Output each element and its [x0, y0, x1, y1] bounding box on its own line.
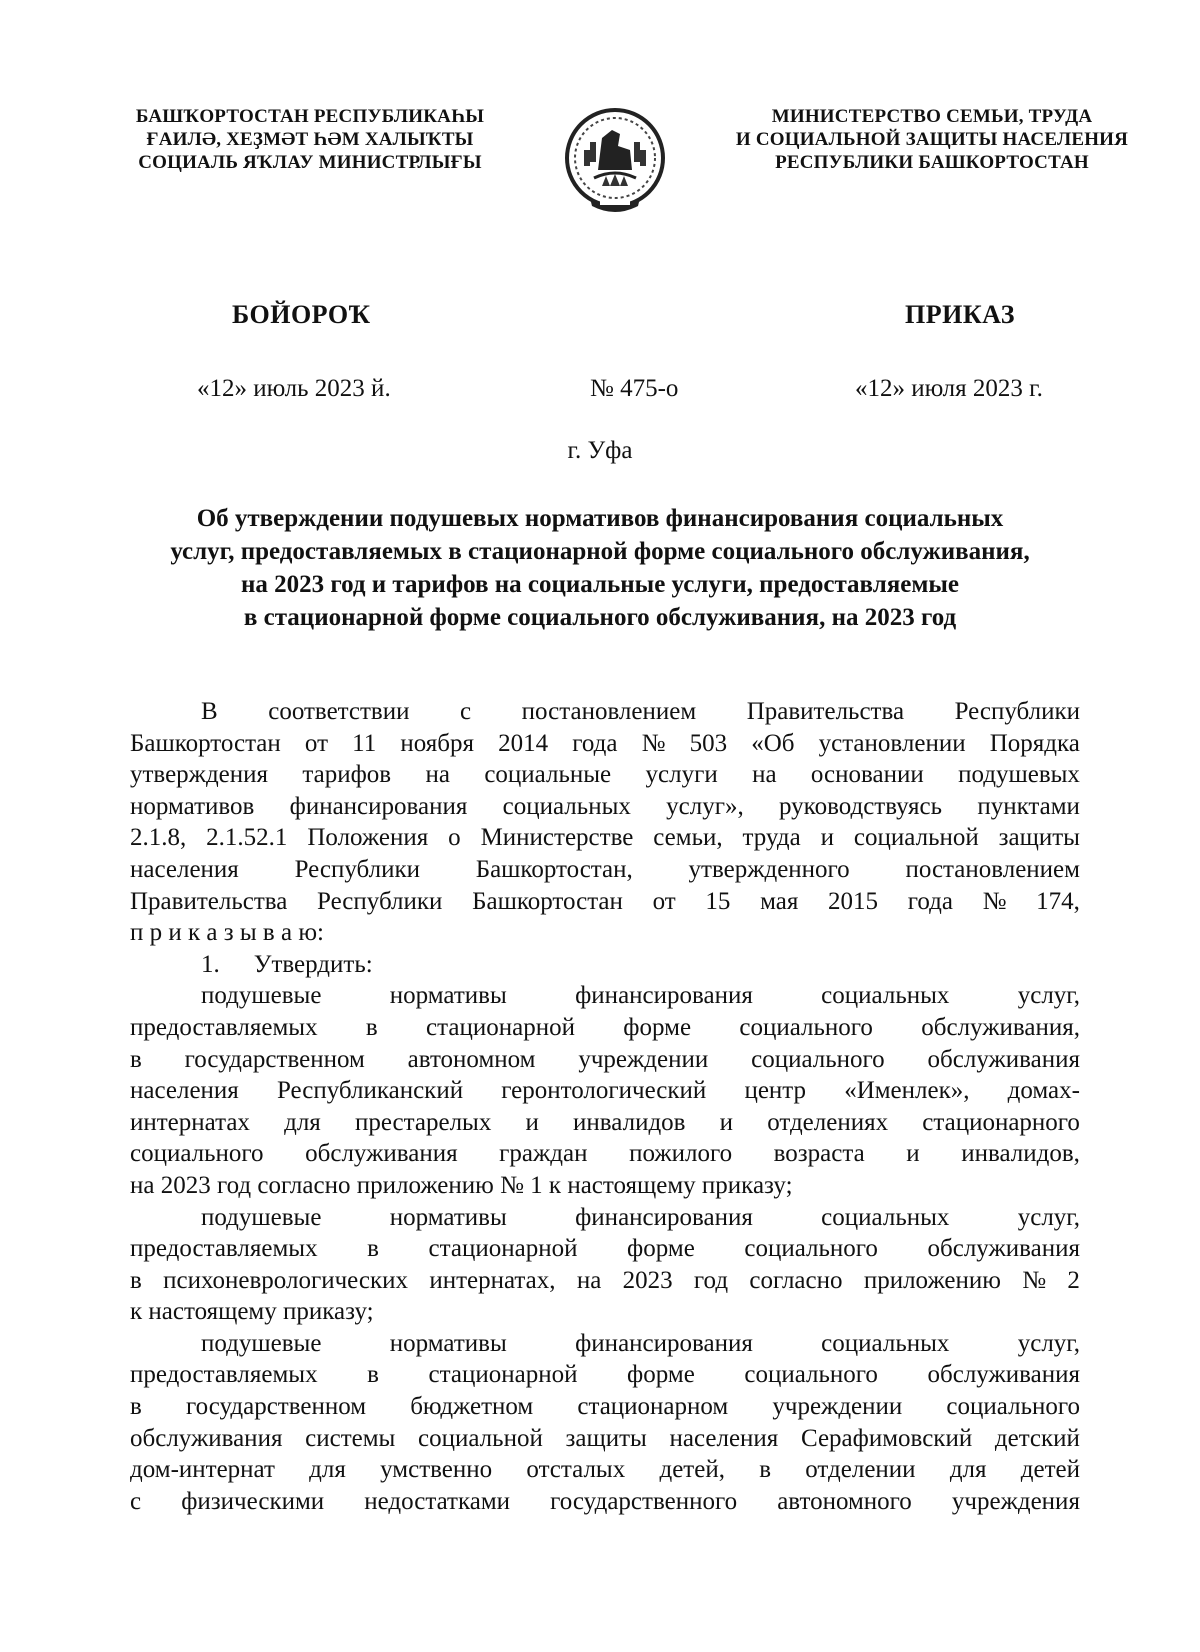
doc-type-russian: ПРИКАЗ: [905, 300, 1016, 329]
body-word: В: [201, 698, 218, 725]
body-word: от: [652, 887, 676, 915]
body-line: [130, 1012, 1080, 1044]
body-word: в: [130, 1393, 142, 1421]
body-word: нормативов: [130, 792, 255, 820]
body-word: услуг»,: [666, 792, 744, 820]
body-word: семьи,: [653, 824, 723, 852]
body-word: государственном: [184, 1045, 365, 1073]
body-word: 2014: [498, 729, 549, 757]
body-word: домах-: [1007, 1077, 1080, 1105]
body-word: и: [525, 1108, 539, 1136]
date-russian: «12» июля 2023 г.: [855, 375, 1043, 402]
body-line: [130, 1202, 1080, 1234]
list-item-1: [130, 949, 1080, 981]
body-line: [130, 886, 1080, 918]
body-line: [130, 791, 1080, 823]
body-line: [130, 980, 1080, 1012]
body-word: услуг,: [1017, 1203, 1080, 1231]
body-word: Республики: [954, 698, 1080, 725]
body-word: года: [907, 887, 953, 915]
body-line: [130, 1170, 1080, 1202]
body-word: предоставляемых: [130, 1235, 318, 1263]
body-line: [130, 728, 1080, 760]
body-word: согласно: [749, 1266, 843, 1294]
doc-type-bashkir: БОЙОРОҠ: [232, 300, 371, 329]
body-word: к настоящему приказу;: [130, 1298, 374, 1326]
body-word: в: [130, 1045, 142, 1073]
body-word: возраста: [773, 1140, 865, 1168]
body-word: социальных: [502, 792, 631, 820]
body-word: финансирования: [575, 1203, 753, 1231]
body-word: года: [572, 729, 618, 757]
body-line: [130, 822, 1080, 854]
body-word: социальных: [821, 1203, 950, 1231]
body-word: соответствии: [268, 698, 410, 725]
body-word: интернатах,: [429, 1266, 556, 1294]
body-word: Башкортостан,: [475, 855, 633, 883]
body-word: отделениях: [767, 1108, 889, 1136]
body-word: граждан: [499, 1140, 588, 1168]
body-line: [130, 1044, 1080, 1076]
body-word: на 2023 год согласно приложению № 1 к настоящему приказу;: [130, 1171, 793, 1199]
body-word: Башкортостан: [472, 887, 623, 915]
body-word: инвалидов: [573, 1108, 686, 1136]
header-bashkir-line: ҒАИЛӘ, ХЕҘМӘТ ҺӘМ ХАЛЫҠТЫ: [146, 129, 474, 150]
body-word: и: [906, 1140, 920, 1168]
body-word: на: [425, 761, 450, 789]
body-word: стационарной: [428, 1235, 578, 1263]
body-line: [130, 1328, 1080, 1360]
body-word: детей: [1020, 1456, 1080, 1484]
body-word: 2: [1067, 1266, 1080, 1294]
body-word: мая: [760, 887, 799, 915]
body-word: 2.1.52.1: [206, 824, 288, 852]
body-word: физическими: [181, 1487, 325, 1515]
body-word: геронтологический: [501, 1077, 707, 1105]
order-number: № 475-о: [590, 375, 679, 402]
body-word: для: [284, 1108, 321, 1136]
body-word: Серафимовский: [800, 1424, 973, 1452]
body-word: социального: [946, 1393, 1080, 1421]
document-body: [130, 696, 1080, 1517]
body-word: учреждении: [578, 1045, 709, 1073]
body-word: социального: [744, 1235, 878, 1263]
title-line: в стационарной форме социального обслуживания, на 2023 год: [243, 604, 957, 631]
body-word: социальной: [418, 1424, 543, 1452]
body-line: [130, 1296, 1080, 1328]
body-word: обслуживания: [130, 1424, 283, 1452]
body-word: Правительства: [746, 698, 905, 725]
body-word: для: [309, 1456, 346, 1484]
body-word: финансирования: [575, 1329, 753, 1357]
body-word: в: [367, 1235, 379, 1263]
body-word: центр: [744, 1077, 807, 1105]
body-word: на: [576, 1266, 602, 1294]
header-bashkir-line: СОЦИАЛЬ ЯҠЛАУ МИНИСТРЛЫҒЫ: [138, 152, 482, 173]
body-word: защиты: [998, 824, 1080, 852]
body-word: Министерстве: [480, 824, 634, 852]
body-word: утвержденного: [688, 855, 850, 883]
body-word: №: [982, 887, 1007, 915]
body-word: и: [719, 1108, 734, 1136]
body-line: [130, 1454, 1080, 1486]
body-word: пунктами: [977, 792, 1080, 820]
body-word: интернатах: [130, 1108, 250, 1136]
date-bashkir: «12» июль 2023 й.: [197, 375, 391, 402]
body-word: подушевых: [958, 761, 1080, 789]
body-word: 15: [705, 887, 731, 915]
body-word: бюджетном: [410, 1393, 534, 1421]
body-line: [130, 1138, 1080, 1170]
body-word: постановлением: [521, 698, 697, 725]
body-word: государственном: [185, 1393, 367, 1421]
list-item-text: Утвердить:: [253, 950, 373, 978]
body-word: населения: [669, 1424, 779, 1452]
body-word: умственно: [380, 1456, 493, 1484]
body-word: учреждения: [951, 1487, 1080, 1515]
coat-of-arms-icon: [560, 100, 670, 230]
body-word: в: [367, 1361, 379, 1389]
body-word: услуг,: [1017, 1329, 1080, 1357]
body-word: Республиканский: [276, 1077, 464, 1105]
body-word: защиты: [565, 1424, 647, 1452]
header-russian-line: РЕСПУБЛИКИ БАШКОРТОСТАН: [775, 152, 1089, 173]
body-word: форме: [627, 1235, 695, 1263]
body-word: престарелых: [354, 1108, 492, 1136]
body-word: инвалидов,: [961, 1140, 1080, 1168]
body-word: год: [693, 1266, 729, 1294]
body-word: Республики: [294, 855, 420, 883]
body-word: приложению: [863, 1266, 1001, 1294]
title-line: на 2023 год и тарифов на социальные услуги, предоставляемые: [240, 571, 960, 598]
body-word: подушевые: [201, 982, 322, 1010]
body-word: подушевые: [201, 1329, 322, 1357]
body-word: о: [448, 824, 461, 852]
body-word: руководствуясь: [779, 792, 943, 820]
body-line: [130, 696, 1080, 728]
header-bashkir: [110, 105, 510, 174]
body-line: [130, 759, 1080, 791]
body-word: услуг,: [1017, 982, 1080, 1010]
body-line: [130, 1075, 1080, 1107]
body-word: нормативы: [389, 1203, 507, 1231]
body-line: [130, 1233, 1080, 1265]
body-word: детей,: [659, 1456, 725, 1484]
body-word: стационарного: [922, 1108, 1080, 1136]
body-line: [130, 1486, 1080, 1518]
body-word: 2.1.8,: [130, 824, 187, 852]
body-word: Башкортостан: [130, 729, 281, 757]
body-word: услуги: [645, 761, 718, 789]
body-word: социальной: [853, 824, 979, 852]
body-word: населения: [130, 1077, 239, 1105]
body-word: детский: [994, 1424, 1080, 1452]
body-word: форме: [623, 1013, 692, 1041]
body-word: №: [1022, 1266, 1047, 1294]
body-word: в: [130, 1266, 142, 1294]
body-line: [130, 1107, 1080, 1139]
body-word: стационарном: [577, 1393, 729, 1421]
body-line: [130, 917, 1080, 949]
body-word: социальные: [484, 761, 612, 789]
body-word: социального: [739, 1013, 873, 1041]
body-word: «Именлек»,: [844, 1077, 970, 1105]
body-word: обслуживания: [305, 1140, 458, 1168]
body-word: обслуживания: [927, 1045, 1080, 1073]
body-word: п р и к а з ы в а ю:: [130, 919, 324, 947]
body-word: обслуживания: [927, 1361, 1080, 1389]
body-line: [130, 1391, 1080, 1423]
body-word: системы: [305, 1424, 396, 1452]
list-item-number: 1.: [201, 950, 220, 978]
title-line: услуг, предоставляемых в стационарной форме социального обслуживания,: [170, 538, 1030, 565]
body-word: на: [752, 761, 777, 789]
body-word: с: [460, 698, 472, 725]
body-line: [130, 1423, 1080, 1455]
body-word: социальных: [821, 982, 950, 1010]
body-word: автономного: [777, 1487, 912, 1515]
document-title: [120, 502, 1080, 634]
body-word: подушевые: [201, 1203, 322, 1231]
body-word: постановлением: [905, 855, 1080, 883]
city: г. Уфа: [567, 437, 633, 464]
body-word: 11: [352, 729, 377, 757]
body-word: предоставляемых: [130, 1013, 318, 1041]
body-word: 503: [689, 729, 728, 757]
body-word: форме: [627, 1361, 695, 1389]
body-word: учреждении: [772, 1393, 903, 1421]
body-word: предоставляемых: [130, 1361, 318, 1389]
body-word: 174,: [1036, 887, 1080, 915]
header-russian-line: МИНИСТЕРСТВО СЕМЬИ, ТРУДА: [771, 106, 1093, 127]
body-word: государственного: [550, 1487, 738, 1515]
body-word: социальных: [821, 1329, 950, 1357]
body-word: для: [949, 1456, 987, 1484]
body-word: социального: [751, 1045, 885, 1073]
body-word: обслуживания,: [921, 1013, 1080, 1041]
body-word: нормативы: [389, 982, 507, 1010]
body-word: труда: [742, 824, 801, 852]
body-word: недостатками: [364, 1487, 511, 1515]
body-word: социального: [744, 1361, 878, 1389]
body-line: [130, 1265, 1080, 1297]
header-russian-line: И СОЦИАЛЬНОЙ ЗАЩИТЫ НАСЕЛЕНИЯ: [735, 129, 1129, 150]
body-word: утверждения: [130, 761, 269, 789]
body-word: от: [304, 729, 329, 757]
body-word: обслуживания: [927, 1235, 1080, 1263]
body-word: финансирования: [289, 792, 468, 820]
body-word: тарифов: [302, 761, 392, 789]
body-word: Правительства: [130, 887, 288, 915]
body-line: [130, 854, 1080, 886]
body-word: Положения: [307, 824, 429, 852]
body-word: 2015: [828, 887, 879, 915]
body-word: нормативы: [389, 1329, 507, 1357]
header-bashkir-line: БАШҠОРТОСТАН РЕСПУБЛИКАҺЫ: [135, 106, 485, 127]
body-word: финансирования: [575, 982, 753, 1010]
body-word: в: [759, 1456, 772, 1484]
body-word: пожилого: [629, 1140, 733, 1168]
body-word: Порядка: [989, 729, 1080, 757]
body-word: населения: [130, 855, 239, 883]
body-word: 2023: [622, 1266, 673, 1294]
body-word: «Об: [751, 729, 795, 757]
body-word: отделении: [805, 1456, 916, 1484]
body-word: Республики: [317, 887, 443, 915]
title-line: Об утверждении подушевых нормативов финансирования социальных: [196, 505, 1004, 532]
body-word: установлении: [818, 729, 966, 757]
body-word: ноября: [400, 729, 474, 757]
body-word: отсталых: [526, 1456, 626, 1484]
header-russian: [712, 105, 1152, 174]
body-word: социального: [130, 1140, 264, 1168]
body-word: в: [365, 1013, 378, 1041]
body-word: с: [130, 1487, 142, 1515]
body-word: автономном: [407, 1045, 536, 1073]
body-word: основании: [810, 761, 924, 789]
body-word: дом-интернат: [130, 1456, 275, 1484]
body-word: стационарной: [426, 1013, 575, 1041]
body-word: психоневрологических: [163, 1266, 408, 1294]
body-word: №: [641, 729, 666, 757]
body-word: стационарной: [428, 1361, 578, 1389]
body-line: [130, 1359, 1080, 1391]
body-word: и: [820, 824, 834, 852]
